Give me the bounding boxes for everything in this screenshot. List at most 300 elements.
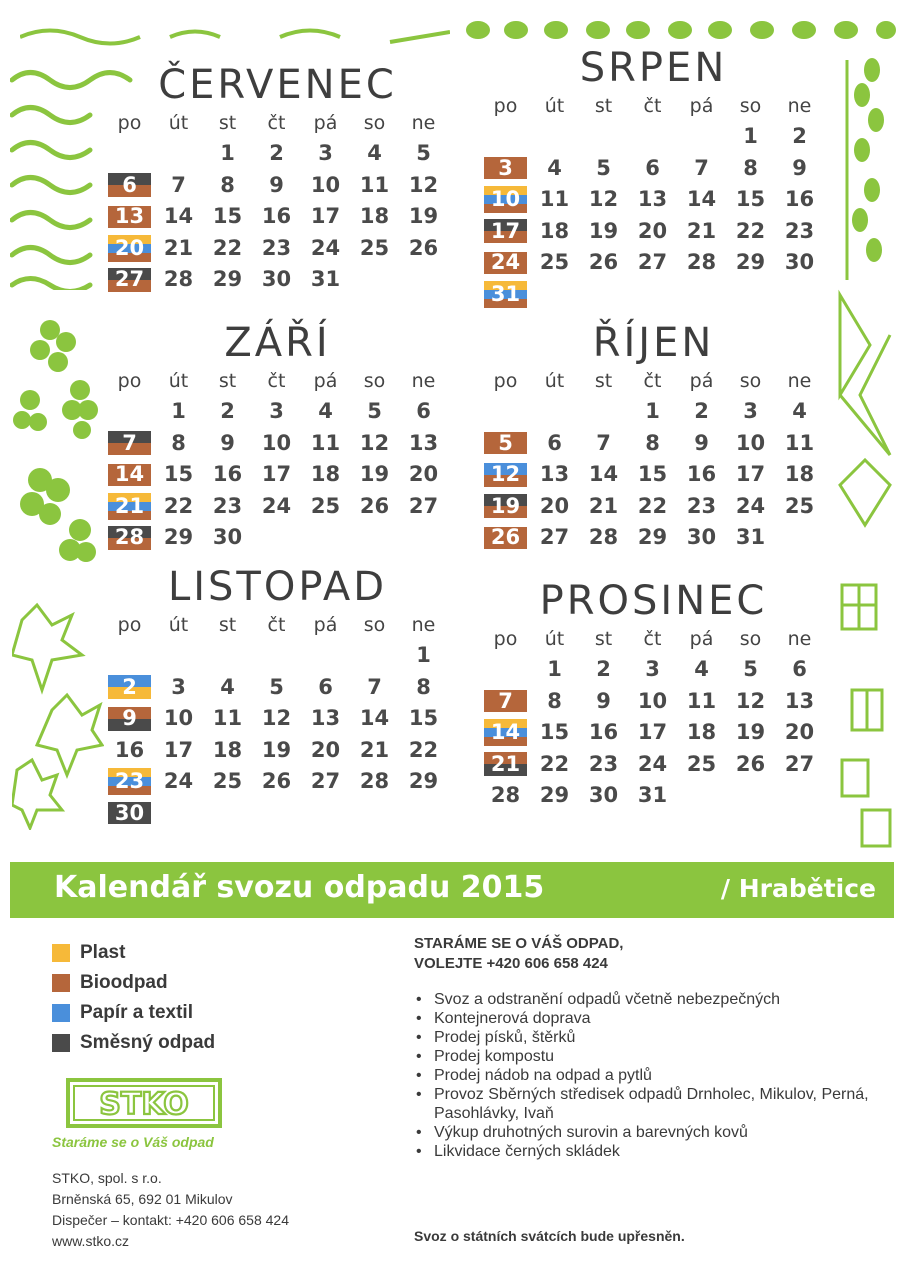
month-cervenec [105,62,450,296]
banner-place: / Hrabětice [720,874,876,903]
day-number: 11 [310,430,341,455]
legend-item-bio [52,968,215,998]
services-heading-line2: VOLEJTE +420 606 658 424 [414,955,608,972]
day-cell [677,654,726,686]
day-number: 2 [122,674,137,699]
day-cell [579,522,628,554]
day-cell [579,428,628,460]
day-cell [530,216,579,248]
day-number: 3 [743,399,758,423]
empty-cell [628,121,677,153]
day-number: 30 [261,267,292,291]
day-number: 31 [637,783,668,807]
day-number: 11 [539,187,570,211]
day-number: 8 [171,430,186,455]
day-number: 14 [490,720,521,744]
pickup-day-cell [481,184,530,216]
pickup-day-cell [481,279,530,311]
day-number: 25 [310,493,341,518]
day-number: 24 [261,493,292,518]
day-cell [350,138,399,170]
day-cell [530,247,579,279]
day-number: 27 [310,769,341,793]
day-cell [399,170,448,202]
weekday-header: st [218,112,237,134]
weekday-header: st [594,628,613,650]
day-cell [530,686,579,718]
day-number: 13 [408,430,439,455]
day-number: 30 [784,250,815,274]
day-number: 23 [588,751,619,776]
empty-cell [154,138,203,170]
day-number: 27 [408,493,439,518]
day-number: 17 [261,462,292,486]
day-cell [350,459,399,491]
day-cell [775,717,824,749]
day-number: 28 [114,525,145,549]
top-wave-decoration [20,22,450,52]
day-cell [301,233,350,265]
day-cell [579,780,628,812]
pickup-day-cell [481,686,530,718]
day-cell [252,233,301,265]
day-cell [203,766,252,798]
day-cell [726,749,775,781]
day-number: 18 [212,737,243,762]
day-cell [252,766,301,798]
day-cell [775,459,824,491]
day-cell [628,780,677,812]
empty-cell [481,396,530,428]
weekday-header: st [594,370,613,392]
day-number: 27 [539,525,570,549]
day-number: 25 [359,235,390,260]
weekday-header: čt [267,370,286,392]
day-number: 13 [310,706,341,730]
list-item: • Likvidace černých skládek [414,1142,874,1161]
weekday-header: čt [267,614,286,636]
day-number: 30 [686,525,717,549]
day-number: 8 [220,172,235,197]
month-title: ZÁŘÍ [224,320,331,366]
weekday-header: st [218,370,237,392]
day-cell [154,233,203,265]
day-number: 22 [408,737,439,762]
day-cell [579,749,628,781]
day-cell [252,201,301,233]
weekday-header: pá [689,370,714,392]
day-cell [399,766,448,798]
day-number: 21 [686,218,717,243]
day-cell [628,686,677,718]
day-cell [579,247,628,279]
weekday-header: út [168,370,189,392]
day-number: 6 [792,657,807,681]
day-cell [775,216,824,248]
weekday-header: ne [411,614,436,636]
day-number: 15 [539,720,570,744]
day-cell [726,184,775,216]
day-number: 29 [212,267,243,291]
holiday-note: Svoz o státních svátcích bude upřesněn. [414,1228,685,1244]
empty-cell [252,640,301,672]
day-cell [677,216,726,248]
services-heading [414,934,623,974]
day-cell [530,522,579,554]
day-number: 5 [498,430,513,455]
day-number: 22 [163,493,194,518]
day-number: 18 [686,720,717,744]
day-number: 14 [163,204,194,228]
weekday-header: so [363,112,386,134]
weekday-header: út [544,370,565,392]
day-cell [154,766,203,798]
day-cell [399,201,448,233]
day-cell [677,686,726,718]
pickup-day-cell [481,153,530,185]
day-number: 8 [416,674,431,699]
plast-swatch [52,944,70,962]
day-cell [350,735,399,767]
company-slogan: Staráme se o Váš odpad [52,1134,214,1150]
day-cell [252,703,301,735]
day-grid [481,366,824,554]
day-number: 21 [114,493,145,518]
day-cell [252,170,301,202]
weekday-header: po [117,614,142,636]
services-heading-line1: STARÁME SE O VÁŠ ODPAD, [414,935,624,952]
day-number: 25 [784,493,815,518]
day-number: 15 [637,462,668,486]
day-number: 7 [498,688,513,713]
day-number: 12 [359,430,390,455]
day-number: 9 [269,172,284,197]
day-number: 2 [596,657,611,681]
day-cell [301,766,350,798]
day-cell [726,717,775,749]
day-number: 24 [490,250,521,274]
day-cell [350,672,399,704]
pickup-day-cell [105,201,154,233]
weekday-header: po [117,370,142,392]
weekday-header: pá [313,370,338,392]
day-cell [154,170,203,202]
day-number: 23 [686,493,717,518]
day-cell [628,247,677,279]
papir-swatch [52,1004,70,1022]
day-cell [301,491,350,523]
day-cell [726,491,775,523]
day-cell [105,735,154,767]
day-number: 26 [490,525,521,549]
day-number: 1 [645,399,660,423]
day-cell [350,491,399,523]
day-cell [301,672,350,704]
logo-text: STKO [99,1087,189,1122]
day-cell [481,780,530,812]
list-item: • Prodej písků, štěrků [414,1028,874,1047]
empty-cell [677,121,726,153]
day-cell [677,717,726,749]
day-cell [628,459,677,491]
day-number: 22 [539,751,570,776]
day-number: 29 [539,783,570,807]
day-cell [726,686,775,718]
weekday-header: čt [643,628,662,650]
company-name: STKO, spol. s r.o. [52,1170,162,1186]
day-cell [154,522,203,554]
day-cell [399,735,448,767]
day-number: 7 [694,155,709,180]
day-cell [726,247,775,279]
day-number: 9 [220,430,235,455]
day-number: 15 [163,462,194,486]
list-item: • Provoz Sběrných středisek odpadů Drnholec, Mikulov, Perná, Pasohlávky, Ivaň [414,1085,874,1123]
weekday-header: út [168,112,189,134]
day-number: 1 [220,141,235,165]
day-cell [628,522,677,554]
day-number: 25 [212,769,243,793]
day-number: 20 [784,720,815,744]
day-cell [775,247,824,279]
day-number: 4 [367,141,382,165]
day-cell [154,735,203,767]
empty-cell [579,121,628,153]
month-title: SRPEN [579,45,728,91]
day-cell [530,654,579,686]
weekday-header: pá [313,614,338,636]
day-number: 12 [261,706,292,730]
day-number: 25 [539,250,570,274]
pickup-day-cell [481,749,530,781]
empty-cell [105,138,154,170]
day-number: 11 [784,430,815,455]
day-number: 31 [490,281,521,306]
day-number: 5 [269,674,284,699]
day-number: 1 [416,643,431,667]
pickup-day-cell [481,459,530,491]
day-number: 21 [490,751,521,776]
day-cell [350,170,399,202]
day-cell [579,654,628,686]
pickup-day-cell [105,672,154,704]
day-cell [628,216,677,248]
day-cell [726,216,775,248]
day-number: 6 [318,674,333,699]
month-srpen [481,45,826,310]
day-number: 12 [408,172,439,197]
day-cell [726,396,775,428]
pickup-day-cell [481,491,530,523]
pickup-day-cell [105,766,154,798]
day-cell [775,121,824,153]
day-number: 2 [792,124,807,148]
pickup-day-cell [105,264,154,296]
day-number: 13 [539,462,570,486]
day-number: 29 [735,250,766,274]
day-number: 16 [686,462,717,486]
day-number: 6 [547,430,562,455]
weekday-header: po [493,370,518,392]
day-cell [252,459,301,491]
pickup-day-cell [105,170,154,202]
weekday-header: pá [313,112,338,134]
day-cell [530,491,579,523]
day-number: 15 [212,204,243,228]
day-number: 17 [163,737,194,762]
day-cell [350,396,399,428]
day-number: 19 [490,493,521,518]
day-number: 22 [212,235,243,260]
day-number: 30 [114,800,145,825]
legend-label: Směsný odpad [80,1032,216,1053]
smes-swatch [52,1034,70,1052]
day-number: 28 [163,267,194,291]
weekday-header: čt [267,112,286,134]
day-cell [726,428,775,460]
day-cell [301,703,350,735]
day-number: 21 [163,235,194,260]
day-cell [399,233,448,265]
day-number: 20 [637,218,668,243]
day-number: 17 [637,720,668,744]
day-cell [628,654,677,686]
weekday-header: pá [689,95,714,117]
list-item: • Prodej nádob na odpad a pytlů [414,1066,874,1085]
services-list [414,990,874,1161]
day-number: 10 [490,187,521,211]
day-cell [252,264,301,296]
day-number: 26 [735,751,766,776]
day-number: 23 [261,235,292,260]
day-cell [203,201,252,233]
day-number: 3 [171,674,186,699]
weekday-header: po [493,95,518,117]
day-cell [399,640,448,672]
day-number: 27 [637,250,668,274]
day-number: 2 [694,399,709,423]
day-number: 9 [596,688,611,713]
day-cell [628,153,677,185]
day-cell [628,428,677,460]
legend-label: Plast [80,942,126,963]
weekday-header: pá [689,628,714,650]
day-grid [105,366,448,554]
day-cell [399,428,448,460]
weekday-header: út [544,95,565,117]
company-web-link[interactable]: www.stko.cz [52,1233,130,1249]
day-cell [399,703,448,735]
empty-cell [105,396,154,428]
day-grid [105,108,448,296]
day-cell [726,121,775,153]
day-number: 5 [596,155,611,180]
empty-cell [481,121,530,153]
pickup-day-cell [481,522,530,554]
day-cell [301,201,350,233]
day-cell [677,396,726,428]
day-number: 19 [735,720,766,744]
day-cell [154,672,203,704]
day-number: 31 [310,267,341,291]
day-cell [579,153,628,185]
empty-cell [203,640,252,672]
empty-cell [350,640,399,672]
day-number: 4 [694,657,709,681]
day-number: 8 [743,155,758,180]
list-item: • Svoz a odstranění odpadů včetně nebezpečných [414,990,874,1009]
weekday-header: ne [411,370,436,392]
day-cell [399,459,448,491]
day-number: 28 [588,525,619,549]
day-cell [154,428,203,460]
month-zari [105,320,450,554]
day-number: 8 [645,430,660,455]
legend-item-smes [52,1028,215,1058]
day-number: 16 [261,204,292,228]
day-number: 21 [359,737,390,762]
day-cell [579,686,628,718]
weekday-header: so [739,370,762,392]
list-item: • Výkup druhotných surovin a barevných kovů [414,1123,874,1142]
day-number: 4 [220,674,235,699]
day-cell [154,264,203,296]
day-number: 7 [596,430,611,455]
pickup-day-cell [481,717,530,749]
day-cell [775,654,824,686]
day-number: 18 [359,204,390,228]
day-number: 15 [735,187,766,211]
pickup-day-cell [105,703,154,735]
day-number: 7 [171,172,186,197]
day-cell [252,428,301,460]
day-cell [350,766,399,798]
pickup-day-cell [105,233,154,265]
day-number: 23 [114,769,145,793]
day-number: 18 [784,462,815,486]
weekday-header: čt [643,370,662,392]
day-number: 10 [735,430,766,455]
day-cell [301,735,350,767]
day-cell [203,491,252,523]
day-number: 15 [408,706,439,730]
day-cell [203,428,252,460]
day-cell [579,491,628,523]
day-number: 24 [637,751,668,776]
day-cell [301,138,350,170]
day-cell [154,491,203,523]
day-number: 20 [114,235,145,260]
day-grid [481,624,824,812]
day-cell [301,459,350,491]
day-cell [775,184,824,216]
day-number: 14 [359,706,390,730]
day-cell [677,491,726,523]
day-cell [677,749,726,781]
day-cell [301,428,350,460]
day-number: 25 [686,751,717,776]
day-cell [203,735,252,767]
day-cell [203,170,252,202]
day-cell [677,184,726,216]
day-number: 24 [163,769,194,793]
pickup-day-cell [481,428,530,460]
day-number: 17 [735,462,766,486]
day-number: 19 [588,218,619,243]
day-cell [252,491,301,523]
legend-item-plast [52,938,215,968]
legend-label: Papír a textil [80,1002,193,1023]
